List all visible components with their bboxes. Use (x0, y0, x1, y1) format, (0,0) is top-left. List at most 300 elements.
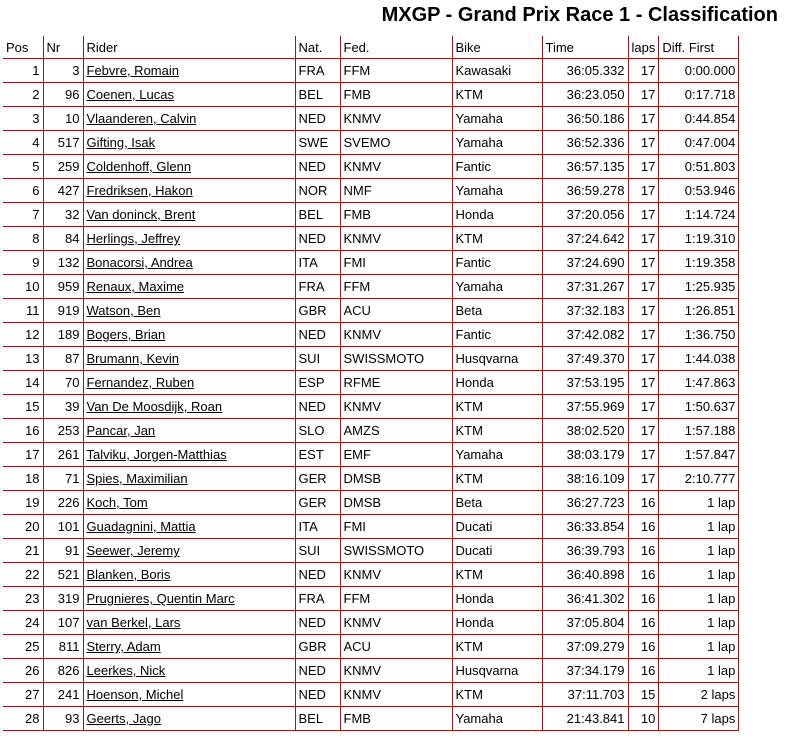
cell-pos: 25 (3, 635, 43, 659)
cell-nat: NED (295, 683, 340, 707)
cell-rider (83, 611, 295, 635)
cell-bike: Husqvarna (452, 347, 542, 371)
table-row (3, 227, 739, 251)
cell-fed: DMSB (340, 491, 452, 515)
cell-nat: NED (295, 227, 340, 251)
rider-link[interactable]: Fredriksen, Hakon (86, 183, 193, 198)
cell-laps: 17 (628, 443, 659, 467)
cell-nr: 189 (43, 323, 83, 347)
cell-nat: NED (295, 155, 340, 179)
cell-pos: 14 (3, 371, 43, 395)
cell-nat: NOR (295, 179, 340, 203)
page-title: MXGP - Grand Prix Race 1 - Classification (381, 4, 778, 26)
rider-link[interactable]: van Berkel, Lars (86, 615, 181, 630)
cell-nat: NED (295, 611, 340, 635)
rider-link[interactable]: Blanken, Boris (86, 567, 171, 582)
cell-nat: NED (295, 563, 340, 587)
cell-nr: 261 (43, 443, 83, 467)
rider-link[interactable]: Coldenhoff, Glenn (86, 159, 192, 174)
rider-link[interactable]: Gifting, Isak (86, 135, 156, 150)
rider-link[interactable]: Renaux, Maxime (86, 279, 185, 294)
cell-diff: 2:10.777 (659, 467, 739, 491)
cell-time: 37:09.279 (542, 635, 628, 659)
cell-rider (83, 419, 295, 443)
cell-bike: Beta (452, 491, 542, 515)
cell-bike: KTM (452, 635, 542, 659)
cell-time: 36:05.332 (542, 59, 628, 83)
cell-nat: NED (295, 395, 340, 419)
cell-bike: Honda (452, 587, 542, 611)
table-row (3, 347, 739, 371)
cell-fed: KNMV (340, 155, 452, 179)
rider-link[interactable]: Coenen, Lucas (86, 87, 174, 102)
rider-link[interactable]: Spies, Maximilian (86, 471, 188, 486)
rider-link[interactable]: Van doninck, Brent (86, 207, 196, 222)
table-row (3, 155, 739, 179)
cell-diff: 0:00.000 (659, 59, 739, 83)
cell-fed: FFM (340, 59, 452, 83)
header-rider: Rider (83, 36, 295, 59)
cell-pos: 3 (3, 107, 43, 131)
cell-time: 37:53.195 (542, 371, 628, 395)
cell-laps: 17 (628, 347, 659, 371)
rider-link[interactable]: Bogers, Brian (86, 327, 166, 342)
cell-diff: 1:47.863 (659, 371, 739, 395)
cell-time: 37:42.082 (542, 323, 628, 347)
cell-diff: 1 lap (659, 515, 739, 539)
cell-nr: 811 (43, 635, 83, 659)
cell-diff: 0:17.718 (659, 83, 739, 107)
cell-fed: SVEMO (340, 131, 452, 155)
cell-pos: 9 (3, 251, 43, 275)
cell-nat: ESP (295, 371, 340, 395)
cell-diff: 1 lap (659, 659, 739, 683)
cell-nat: GER (295, 467, 340, 491)
cell-rider (83, 587, 295, 611)
table-row (3, 395, 739, 419)
cell-time: 37:24.690 (542, 251, 628, 275)
cell-laps: 16 (628, 611, 659, 635)
cell-bike: Honda (452, 611, 542, 635)
rider-link[interactable]: Van De Moosdijk, Roan (86, 399, 223, 414)
cell-diff: 0:44.854 (659, 107, 739, 131)
cell-fed: KNMV (340, 683, 452, 707)
cell-rider (83, 107, 295, 131)
cell-fed: FFM (340, 275, 452, 299)
cell-fed: KNMV (340, 323, 452, 347)
cell-bike: KTM (452, 683, 542, 707)
rider-link[interactable]: Geerts, Jago (86, 711, 161, 726)
cell-fed: KNMV (340, 395, 452, 419)
cell-laps: 16 (628, 491, 659, 515)
cell-rider (83, 83, 295, 107)
cell-pos: 10 (3, 275, 43, 299)
cell-time: 36:41.302 (542, 587, 628, 611)
cell-nat: ITA (295, 515, 340, 539)
cell-nr: 959 (43, 275, 83, 299)
cell-time: 37:05.804 (542, 611, 628, 635)
cell-diff: 1:57.188 (659, 419, 739, 443)
cell-bike: Yamaha (452, 131, 542, 155)
cell-nat: SWE (295, 131, 340, 155)
cell-time: 36:57.135 (542, 155, 628, 179)
cell-pos: 23 (3, 587, 43, 611)
cell-nr: 39 (43, 395, 83, 419)
cell-time: 36:39.793 (542, 539, 628, 563)
cell-time: 37:32.183 (542, 299, 628, 323)
cell-diff: 1:14.724 (659, 203, 739, 227)
rider-link[interactable]: Koch, Tom (86, 495, 148, 510)
cell-nr: 91 (43, 539, 83, 563)
cell-time: 36:50.186 (542, 107, 628, 131)
cell-bike: Ducati (452, 539, 542, 563)
cell-nr: 107 (43, 611, 83, 635)
cell-diff: 1:44.038 (659, 347, 739, 371)
cell-fed: FFM (340, 587, 452, 611)
header-nat: Nat. (295, 36, 340, 59)
cell-diff: 0:51.803 (659, 155, 739, 179)
cell-nr: 96 (43, 83, 83, 107)
rider-link[interactable]: Febvre, Romain (86, 63, 179, 78)
cell-time: 37:24.642 (542, 227, 628, 251)
cell-rider (83, 179, 295, 203)
cell-bike: KTM (452, 419, 542, 443)
cell-laps: 16 (628, 587, 659, 611)
cell-rider (83, 467, 295, 491)
cell-pos: 27 (3, 683, 43, 707)
cell-laps: 16 (628, 515, 659, 539)
cell-bike: KTM (452, 395, 542, 419)
cell-pos: 5 (3, 155, 43, 179)
cell-diff: 0:53.946 (659, 179, 739, 203)
cell-pos: 6 (3, 179, 43, 203)
cell-diff: 1 lap (659, 563, 739, 587)
rider-link[interactable]: Pancar, Jan (86, 423, 156, 438)
table-row (3, 131, 739, 155)
cell-fed: KNMV (340, 659, 452, 683)
table-row (3, 491, 739, 515)
cell-rider (83, 59, 295, 83)
cell-time: 37:20.056 (542, 203, 628, 227)
cell-nr: 3 (43, 59, 83, 83)
table-row (3, 107, 739, 131)
header-pos: Pos (3, 36, 43, 59)
table-row (3, 275, 739, 299)
cell-nat: NED (295, 323, 340, 347)
table-row (3, 203, 739, 227)
cell-fed: FMI (340, 515, 452, 539)
cell-pos: 13 (3, 347, 43, 371)
cell-diff: 1:19.358 (659, 251, 739, 275)
cell-pos: 12 (3, 323, 43, 347)
header-bike: Bike (452, 36, 542, 59)
cell-laps: 16 (628, 635, 659, 659)
cell-bike: Yamaha (452, 443, 542, 467)
table-row (3, 635, 739, 659)
cell-rider (83, 371, 295, 395)
cell-nat: BEL (295, 83, 340, 107)
cell-pos: 17 (3, 443, 43, 467)
table-row (3, 683, 739, 707)
rider-link[interactable]: Talviku, Jorgen-Matthias (86, 447, 227, 462)
cell-time: 36:33.854 (542, 515, 628, 539)
rider-link[interactable]: Brumann, Kevin (86, 351, 179, 366)
cell-rider (83, 299, 295, 323)
table-row (3, 539, 739, 563)
rider-link[interactable]: Vlaanderen, Calvin (86, 111, 197, 126)
cell-laps: 17 (628, 59, 659, 83)
rider-link[interactable]: Bonacorsi, Andrea (86, 255, 193, 270)
cell-nat: FRA (295, 275, 340, 299)
cell-pos: 20 (3, 515, 43, 539)
cell-pos: 18 (3, 467, 43, 491)
cell-laps: 17 (628, 203, 659, 227)
cell-rider (83, 347, 295, 371)
cell-laps: 17 (628, 179, 659, 203)
cell-pos: 15 (3, 395, 43, 419)
cell-nat: ITA (295, 251, 340, 275)
cell-nat: SUI (295, 539, 340, 563)
cell-rider (83, 539, 295, 563)
table-row (3, 179, 739, 203)
cell-nat: EST (295, 443, 340, 467)
cell-diff: 1:25.935 (659, 275, 739, 299)
cell-bike: Kawasaki (452, 59, 542, 83)
cell-time: 37:49.370 (542, 347, 628, 371)
cell-laps: 17 (628, 419, 659, 443)
cell-bike: Fantic (452, 323, 542, 347)
cell-nat: GBR (295, 299, 340, 323)
cell-nat: BEL (295, 707, 340, 731)
cell-laps: 17 (628, 155, 659, 179)
cell-time: 36:59.278 (542, 179, 628, 203)
table-row (3, 299, 739, 323)
cell-nr: 71 (43, 467, 83, 491)
cell-pos: 7 (3, 203, 43, 227)
cell-laps: 17 (628, 251, 659, 275)
table-row (3, 611, 739, 635)
cell-laps: 17 (628, 323, 659, 347)
cell-time: 36:40.898 (542, 563, 628, 587)
cell-nat: GBR (295, 635, 340, 659)
cell-fed: AMZS (340, 419, 452, 443)
rider-link[interactable]: Seewer, Jeremy (86, 543, 180, 558)
cell-time: 38:03.179 (542, 443, 628, 467)
cell-laps: 17 (628, 467, 659, 491)
cell-rider (83, 323, 295, 347)
cell-bike: Yamaha (452, 275, 542, 299)
cell-pos: 2 (3, 83, 43, 107)
cell-rider (83, 659, 295, 683)
header-laps: laps (628, 36, 659, 59)
cell-laps: 17 (628, 131, 659, 155)
cell-pos: 24 (3, 611, 43, 635)
cell-bike: KTM (452, 467, 542, 491)
cell-fed: NMF (340, 179, 452, 203)
cell-fed: FMB (340, 83, 452, 107)
cell-laps: 16 (628, 659, 659, 683)
cell-rider (83, 155, 295, 179)
cell-nr: 93 (43, 707, 83, 731)
cell-bike: Honda (452, 371, 542, 395)
cell-nat: SUI (295, 347, 340, 371)
rider-link[interactable]: Prugnieres, Quentin Marc (86, 591, 235, 606)
cell-rider (83, 563, 295, 587)
cell-fed: SWISSMOTO (340, 539, 452, 563)
cell-nat: GER (295, 491, 340, 515)
cell-diff: 1 lap (659, 539, 739, 563)
cell-rider (83, 491, 295, 515)
cell-diff: 1:26.851 (659, 299, 739, 323)
cell-nr: 517 (43, 131, 83, 155)
cell-nat: NED (295, 659, 340, 683)
cell-pos: 16 (3, 419, 43, 443)
table-row (3, 251, 739, 275)
cell-rider (83, 395, 295, 419)
cell-pos: 1 (3, 59, 43, 83)
cell-rider (83, 443, 295, 467)
cell-laps: 17 (628, 371, 659, 395)
cell-laps: 17 (628, 107, 659, 131)
table-row (3, 323, 739, 347)
cell-nr: 87 (43, 347, 83, 371)
table-row (3, 419, 739, 443)
cell-rider (83, 227, 295, 251)
rider-link[interactable]: Sterry, Adam (86, 639, 161, 654)
cell-bike: Honda (452, 203, 542, 227)
cell-nr: 10 (43, 107, 83, 131)
cell-diff: 1:36.750 (659, 323, 739, 347)
cell-nat: FRA (295, 587, 340, 611)
cell-rider (83, 515, 295, 539)
cell-laps: 17 (628, 275, 659, 299)
cell-pos: 19 (3, 491, 43, 515)
table-row (3, 587, 739, 611)
cell-laps: 10 (628, 707, 659, 731)
cell-time: 21:43.841 (542, 707, 628, 731)
cell-nat: NED (295, 107, 340, 131)
cell-nr: 427 (43, 179, 83, 203)
cell-fed: KNMV (340, 107, 452, 131)
cell-laps: 17 (628, 83, 659, 107)
cell-laps: 17 (628, 227, 659, 251)
cell-time: 37:55.969 (542, 395, 628, 419)
cell-fed: ACU (340, 299, 452, 323)
cell-fed: KNMV (340, 227, 452, 251)
cell-bike: Ducati (452, 515, 542, 539)
cell-bike: Fantic (452, 155, 542, 179)
cell-rider (83, 251, 295, 275)
cell-pos: 4 (3, 131, 43, 155)
cell-laps: 16 (628, 539, 659, 563)
table-row (3, 371, 739, 395)
cell-rider (83, 683, 295, 707)
cell-nr: 826 (43, 659, 83, 683)
header-nr: Nr (43, 36, 83, 59)
cell-fed: DMSB (340, 467, 452, 491)
cell-time: 36:52.336 (542, 131, 628, 155)
cell-pos: 21 (3, 539, 43, 563)
cell-nr: 259 (43, 155, 83, 179)
cell-nr: 84 (43, 227, 83, 251)
header-fed: Fed. (340, 36, 452, 59)
table-row (3, 443, 739, 467)
cell-rider (83, 707, 295, 731)
cell-time: 38:02.520 (542, 419, 628, 443)
cell-diff: 2 laps (659, 683, 739, 707)
cell-fed: KNMV (340, 611, 452, 635)
cell-laps: 17 (628, 395, 659, 419)
rider-link[interactable]: Fernandez, Ruben (86, 375, 195, 390)
cell-rider (83, 275, 295, 299)
cell-fed: SWISSMOTO (340, 347, 452, 371)
table-row (3, 707, 739, 731)
cell-diff: 7 laps (659, 707, 739, 731)
cell-bike: Yamaha (452, 107, 542, 131)
cell-diff: 1 lap (659, 491, 739, 515)
cell-nr: 32 (43, 203, 83, 227)
cell-diff: 1:19.310 (659, 227, 739, 251)
cell-time: 37:11.703 (542, 683, 628, 707)
table-row (3, 83, 739, 107)
cell-rider (83, 203, 295, 227)
cell-nr: 919 (43, 299, 83, 323)
rider-link[interactable]: Herlings, Jeffrey (86, 231, 181, 246)
cell-fed: ACU (340, 635, 452, 659)
cell-bike: KTM (452, 227, 542, 251)
table-row (3, 59, 739, 83)
table-row (3, 467, 739, 491)
cell-laps: 17 (628, 299, 659, 323)
cell-nat: BEL (295, 203, 340, 227)
table-header-row (3, 36, 739, 59)
cell-rider (83, 635, 295, 659)
cell-nat: FRA (295, 59, 340, 83)
table-body (3, 59, 739, 731)
cell-bike: Beta (452, 299, 542, 323)
cell-nr: 521 (43, 563, 83, 587)
rider-link[interactable]: Hoenson, Michel (86, 687, 184, 702)
cell-bike: KTM (452, 563, 542, 587)
cell-nr: 319 (43, 587, 83, 611)
cell-time: 38:16.109 (542, 467, 628, 491)
cell-fed: FMI (340, 251, 452, 275)
cell-bike: KTM (452, 83, 542, 107)
header-diff: Diff. First (659, 36, 739, 59)
classification-table (3, 36, 739, 731)
cell-nr: 241 (43, 683, 83, 707)
cell-bike: Husqvarna (452, 659, 542, 683)
rider-link[interactable]: Guadagnini, Mattia (86, 519, 196, 534)
cell-fed: EMF (340, 443, 452, 467)
cell-nr: 253 (43, 419, 83, 443)
table-row (3, 659, 739, 683)
table-row (3, 515, 739, 539)
cell-nr: 70 (43, 371, 83, 395)
cell-time: 37:34.179 (542, 659, 628, 683)
cell-nat: SLO (295, 419, 340, 443)
cell-diff: 1 lap (659, 587, 739, 611)
cell-nr: 226 (43, 491, 83, 515)
cell-pos: 11 (3, 299, 43, 323)
rider-link[interactable]: Leerkes, Nick (86, 663, 166, 678)
rider-link[interactable]: Watson, Ben (86, 303, 161, 318)
cell-pos: 26 (3, 659, 43, 683)
cell-fed: RFME (340, 371, 452, 395)
header-time: Time (542, 36, 628, 59)
cell-nr: 132 (43, 251, 83, 275)
cell-diff: 1 lap (659, 635, 739, 659)
